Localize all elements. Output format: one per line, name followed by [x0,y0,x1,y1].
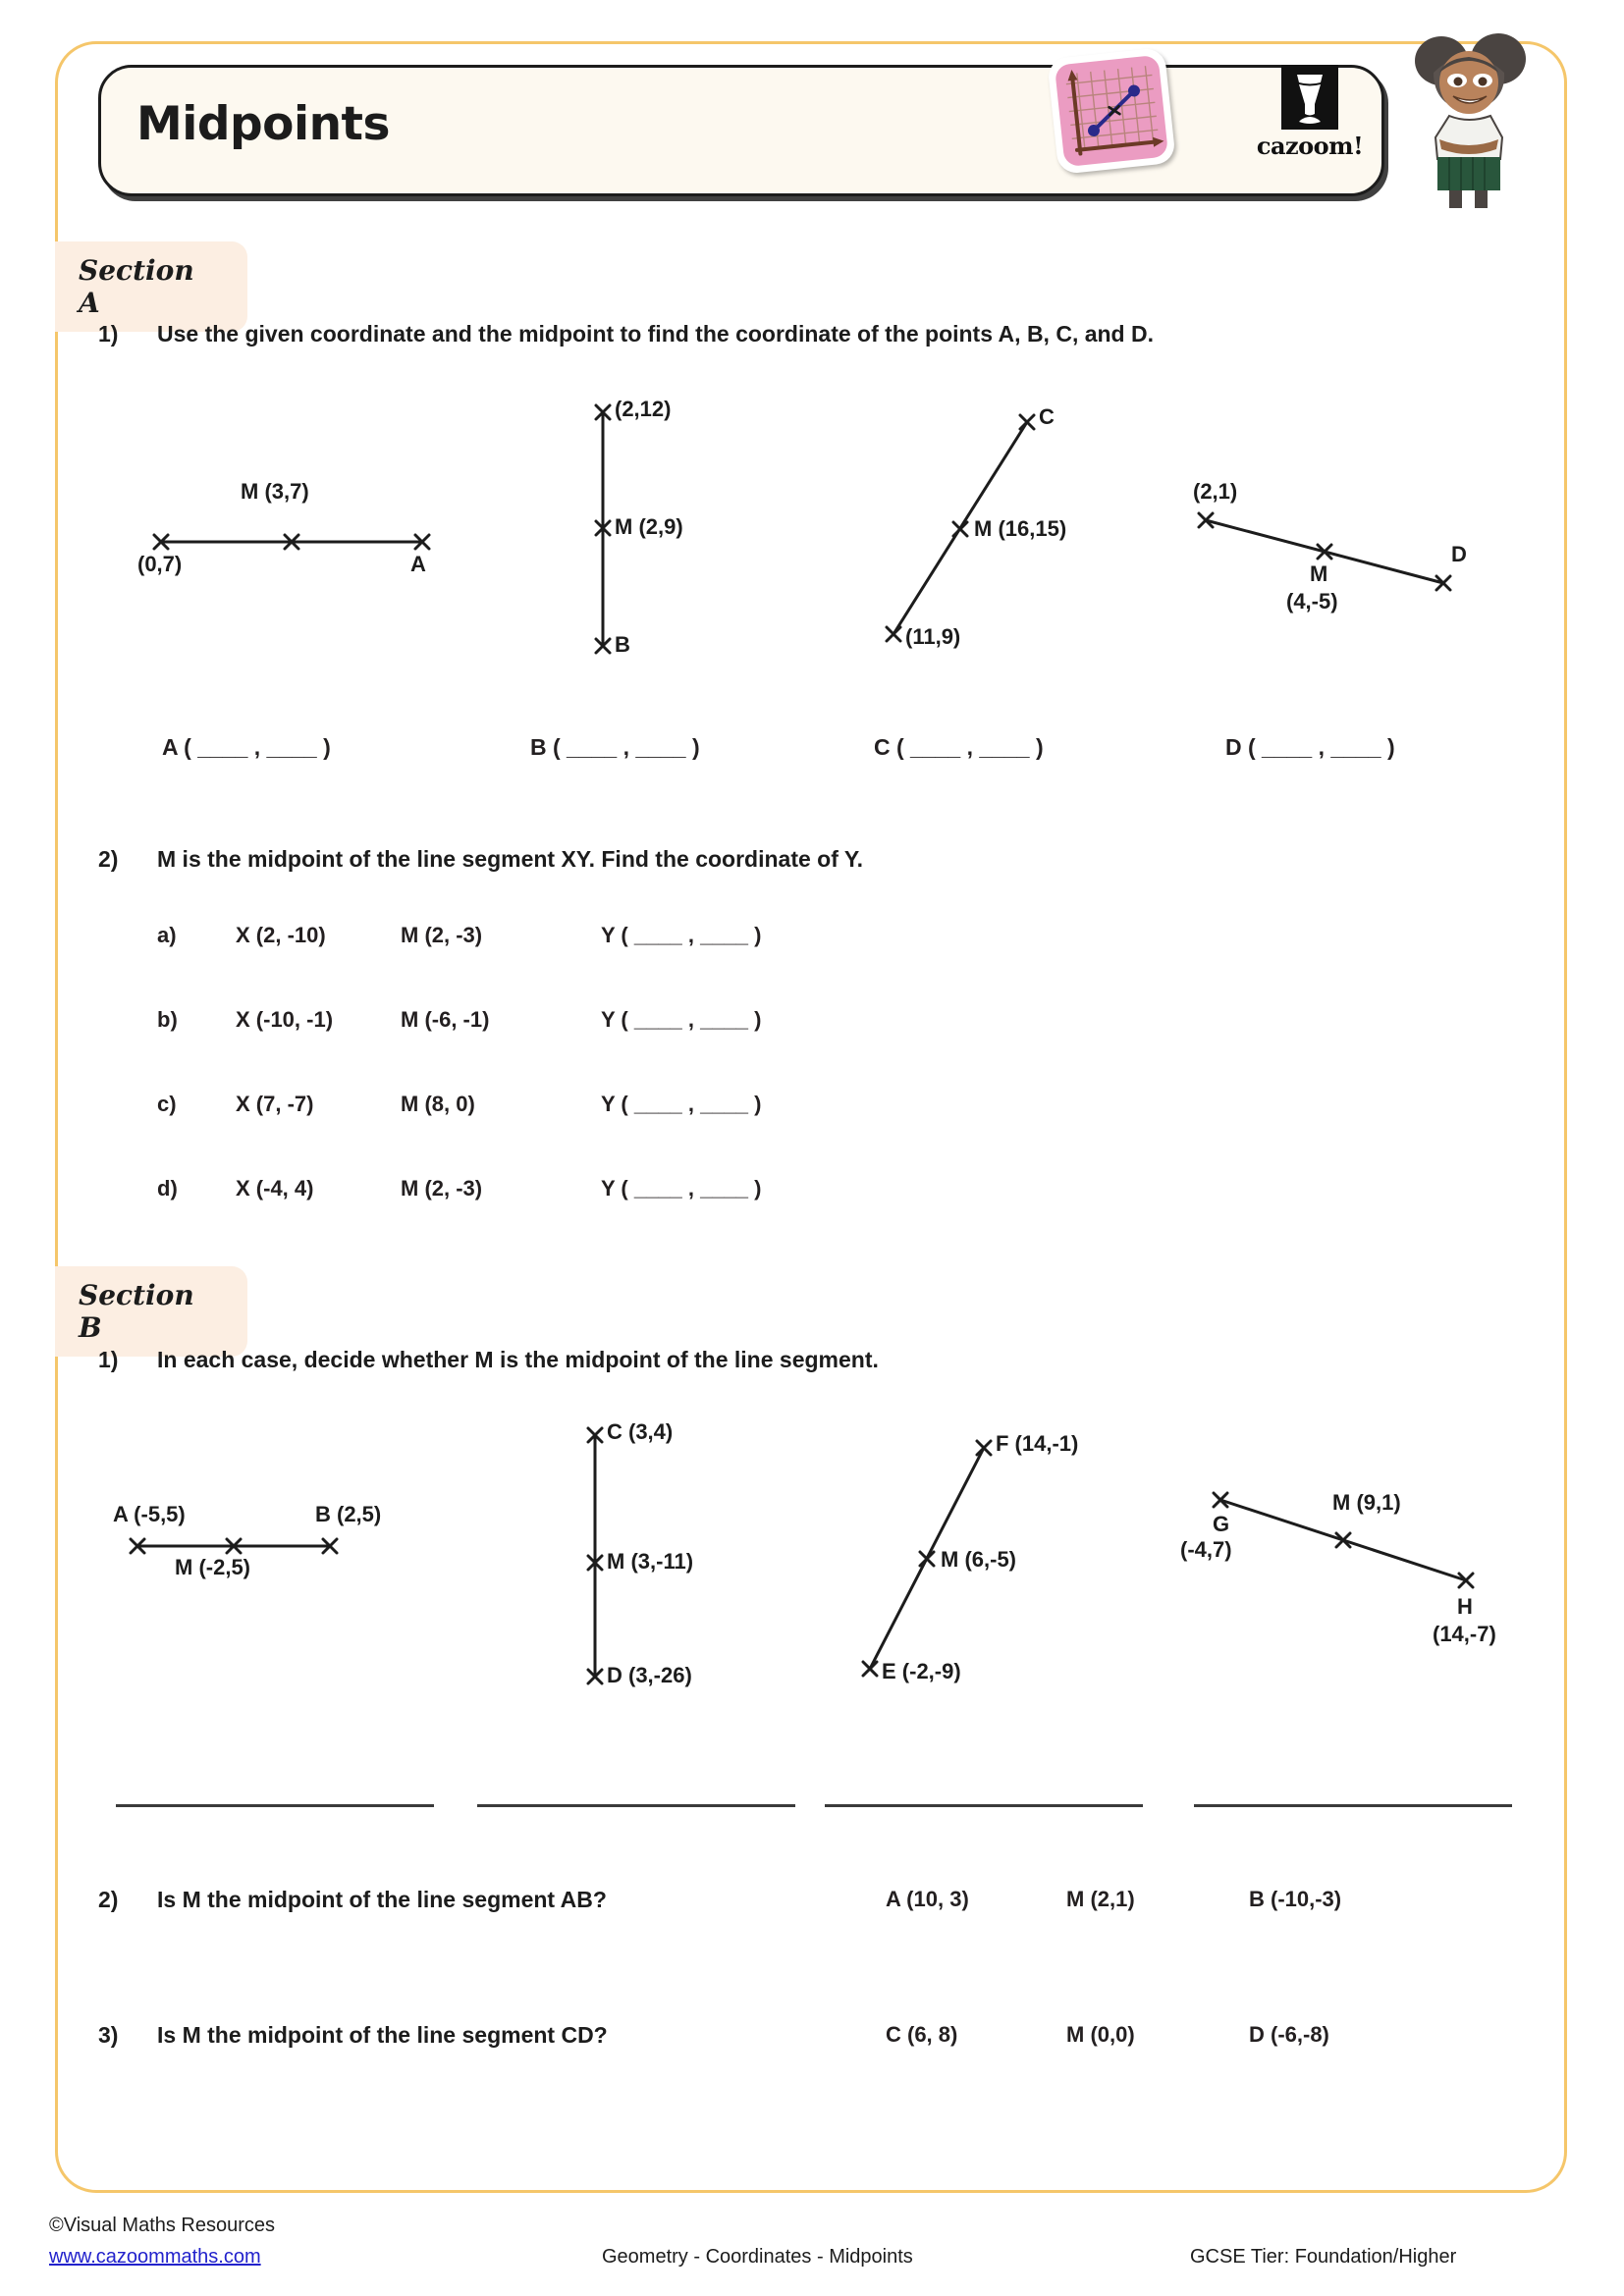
section-b-q3-d: D (-6,-8) [1249,2022,1329,2047]
section-b-q3-text: Is M the midpoint of the line segment CD? [157,2022,608,2048]
page-border-frame [55,41,1567,2193]
write-line-2[interactable] [477,1804,795,1807]
write-line-3[interactable] [825,1804,1143,1807]
q2-row-d-y[interactable]: Y ( ____ , ____ ) [601,1176,762,1201]
footer-topic: Geometry - Coordinates - Midpoints [602,2246,913,2268]
diagram-gh-end-coord-label: (14,-7) [1433,1622,1496,1646]
section-b-q3-c: C (6, 8) [886,2022,958,2047]
diagram-a-mid-label: M (3,7) [241,479,309,504]
section-a-q1-text: Use the given coordinate and the midpoint to find the coordinate of the points A, B, C, and D. [157,321,1154,347]
diagram-cd-start-label: C (3,4) [607,1419,674,1444]
diagram-b-end-label: B [615,632,630,657]
diagram-c-end-label: C [1039,404,1055,429]
diagram-d-svg [1188,481,1492,658]
q2-row-a-x: X (2, -10) [236,923,326,947]
drum-glyph [1281,65,1338,130]
diagram-d-end-label: D [1451,542,1467,566]
q2-row-d-label: d) [157,1176,178,1201]
diagram-d-mid-label: M [1310,561,1328,586]
q2-row-b-m: M (-6, -1) [401,1007,490,1032]
q2-row-c-y[interactable]: Y ( ____ , ____ ) [601,1092,762,1116]
diagram-cd-end-label: D (3,-26) [607,1663,692,1687]
q2-row-c-x: X (7, -7) [236,1092,314,1116]
diagram-cd-mid-label: M (3,-11) [607,1549,694,1574]
diagram-gh-start-label: G [1213,1512,1230,1536]
section-b-q1-text: In each case, decide whether M is the midpoint of the line segment. [157,1347,879,1372]
diagram-ab-end-label: B (2,5) [315,1502,382,1526]
title-bar [98,65,1384,196]
mascot-illustration [1404,22,1532,208]
diagram-a-end-label: A [410,552,426,576]
section-b-q1-number: 1) [98,1347,119,1372]
answer-blank-b[interactable]: B ( ____ , ____ ) [530,734,700,760]
diagram-ab-start-label: A (-5,5) [113,1502,186,1526]
diagram-c-mid-label: M (16,15) [974,516,1067,541]
q2-row-a-y[interactable]: Y ( ____ , ____ ) [601,923,762,947]
q2-row-c-m: M (8, 0) [401,1092,475,1116]
q2-row-c-label: c) [157,1092,177,1116]
section-b-diagram-cd [581,1414,827,1708]
footer-copyright: ©Visual Maths Resources [49,2215,276,2236]
q2-row-d-x: X (-4, 4) [236,1176,314,1201]
section-b-q2-text: Is M the midpoint of the line segment AB? [157,1887,607,1912]
footer-tier: GCSE Tier: Foundation/Higher [1190,2246,1457,2268]
section-a-diagram-a [137,479,452,589]
diagram-b-start-label: (2,12) [615,397,672,421]
diagram-ab-mid-label: M (-2,5) [175,1555,250,1579]
q2-row-a-m: M (2, -3) [401,923,483,947]
diagram-d-mid-coord-label: (4,-5) [1286,589,1338,614]
cazoom-logo [1255,65,1365,173]
diagram-ef-start-label: E (-2,-9) [882,1659,961,1683]
section-a-diagram-d [1188,481,1492,658]
q2-row-d-m: M (2, -3) [401,1176,483,1201]
answer-blank-d[interactable]: D ( ____ , ____ ) [1225,734,1395,760]
section-b-diagram-ef [846,1423,1141,1698]
page-footer [0,2207,1624,2295]
write-line-1[interactable] [116,1804,434,1807]
coordinate-graph-sticker-icon [1047,47,1176,175]
diagram-gh-start-coord-label: (-4,7) [1180,1537,1232,1562]
student-mascot-icon [1404,22,1532,208]
footer-website-link[interactable]: www.cazoommaths.com [49,2246,261,2268]
section-b-q2-b: B (-10,-3) [1249,1887,1342,1911]
section-b-diagram-gh [1180,1472,1517,1688]
section-a-q1-number: 1) [98,321,119,347]
section-a-header: Section A [55,241,247,332]
answer-blank-c[interactable]: C ( ____ , ____ ) [874,734,1044,760]
diagram-gh-end-label: H [1457,1594,1473,1619]
sticker-face [1055,55,1168,168]
q2-row-b-y[interactable]: Y ( ____ , ____ ) [601,1007,762,1032]
diagram-c-start-label: (11,9) [905,624,961,649]
section-b-q2-number: 2) [98,1887,119,1912]
write-line-4[interactable] [1194,1804,1512,1807]
cazoom-drum-icon [1281,65,1338,130]
section-b-q2-m: M (2,1) [1066,1887,1135,1911]
section-a-q2-text: M is the midpoint of the line segment XY. Find the coordinate of Y. [157,846,864,872]
answer-blank-a[interactable]: A ( ____ , ____ ) [162,734,331,760]
section-b-diagram-ab [113,1502,440,1629]
diagram-d-start-label: (2,1) [1193,479,1238,504]
q2-row-b-label: b) [157,1007,178,1032]
diagram-ef-mid-label: M (6,-5) [941,1547,1016,1572]
q2-row-a-label: a) [157,923,177,947]
section-b-header: Section B [55,1266,247,1357]
diagram-a-start-label: (0,7) [137,552,183,576]
cazoom-wordmark: cazoom! [1256,132,1364,160]
section-b-q2-a: A (10, 3) [886,1887,969,1911]
diagram-ef-end-label: F (14,-1) [996,1431,1079,1456]
q2-row-b-x: X (-10, -1) [236,1007,334,1032]
section-a-diagram-c [864,400,1159,656]
diagram-gh-mid-label: M (9,1) [1332,1490,1401,1515]
section-a-diagram-b [589,393,815,677]
diagram-b-mid-label: M (2,9) [615,514,683,539]
section-b-q3-m: M (0,0) [1066,2022,1135,2047]
page-title: Midpoints [136,97,390,151]
section-a-q2-number: 2) [98,846,119,872]
section-b-q3-number: 3) [98,2022,119,2048]
mini-graph-svg [1055,55,1168,168]
